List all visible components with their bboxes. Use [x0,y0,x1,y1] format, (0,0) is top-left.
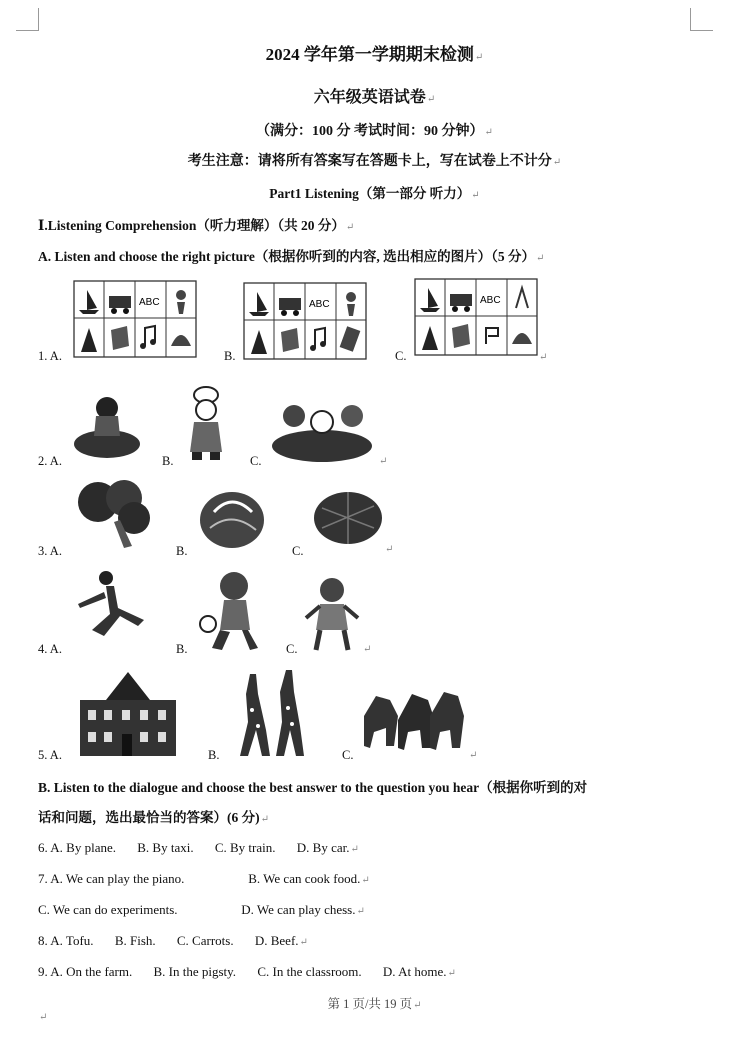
witch-icon [81,328,97,352]
q4-picture-c [304,576,360,654]
q5-label-c: C. [342,748,354,762]
q9-option-b[interactable]: B. In the pigsty. [153,964,237,979]
q1-picture-b [243,282,367,360]
section-heading: Ⅰ.Listening Comprehension（听力理解）（共 20 分）↵ [38,218,355,233]
q5-label-b: B. [208,748,220,762]
score-time-info: （满分：100 分 考试时间：90 分钟）↵ [256,124,493,139]
final-paragraph-mark: ↵ [39,1012,48,1023]
q8-option-c[interactable]: C. Carrots. [176,933,234,948]
question-8: 8. A. Tofu. B. Fish. C. Carrots. D. Beef.↵ [38,933,308,948]
q2-label-b: B. [162,454,174,468]
q1-picture-c [414,278,538,356]
q2-picture-b [186,386,226,462]
q7-option-a[interactable]: 7. A. We can play the piano. [38,871,185,886]
person-icon [176,290,186,300]
q9-option-a[interactable]: 9. A. On the farm. [38,964,133,979]
q8-option-d[interactable]: D. Beef. [254,933,299,948]
q7-option-d[interactable]: D. We can play chess. [241,902,356,917]
q4-label-b: B. [176,642,188,656]
question-7-cont: C. We can do experiments. D. We can play chess.↵ [38,902,365,917]
q5-label-a: 5. A. [38,748,62,762]
train-icon [109,296,131,308]
q6-option-a[interactable]: 6. A. By plane. [38,840,116,855]
question-6: 6. A. By plane. B. By taxi. C. By train. D. By car.↵ [38,840,359,855]
book-icon [111,326,129,350]
part-b-heading-line1: B. Listen to the dialogue and choose the best answer to the question you hear（根据你听到的对 [38,780,588,795]
abc-letters-icon: ABC [139,297,160,308]
q6-option-d[interactable]: D. By car. [296,840,350,855]
svg-text:ABC: ABC [480,295,501,306]
ship-icon [79,290,99,314]
q6-option-b[interactable]: B. By taxi. [137,840,194,855]
q4-picture-a [74,570,154,652]
q9-option-c[interactable]: C. In the classroom. [257,964,362,979]
question-9: 9. A. On the farm. B. In the pigsty. C. In the classroom. D. At home.↵ [38,964,456,979]
exam-subtitle: 六年级英语试卷↵ [313,89,436,106]
part-heading: Part1 Listening（第一部分 听力）↵ [269,186,480,201]
q6-option-c[interactable]: C. By train. [214,840,276,855]
q3-label-b: B. [176,544,188,558]
q3-label-a: 3. A. [38,544,62,558]
q1-label-a: 1. A. [38,349,62,363]
q3-picture-c [312,488,384,554]
q2-picture-a [72,392,142,462]
q5-picture-a [76,670,180,758]
part-b-heading-line2: 话和问题，选出最恰当的答案）(6 分)↵ [38,810,270,825]
q1-label-c: C. [395,349,407,363]
q7-option-c[interactable]: C. We can do experiments. [38,902,178,917]
q8-option-b[interactable]: B. Fish. [114,933,156,948]
q3-picture-a [74,478,156,554]
q8-option-a[interactable]: 8. A. Tofu. [38,933,94,948]
q4-picture-b [198,570,260,654]
q4-label-a: 4. A. [38,642,62,656]
q7-option-b[interactable]: B. We can cook food. [248,871,361,886]
crop-mark-top-left [16,8,39,31]
bird-icon [171,335,191,346]
crop-mark-top-right [690,8,713,31]
page-footer: 第 1 页/共 19 页↵ [327,997,422,1011]
q3-picture-b [196,482,268,554]
q3-label-c: C. [292,544,304,558]
q9-option-d[interactable]: D. At home. [382,964,447,979]
exam-notice: 考生注意：请将所有答案写在答题卡上，写在试卷上不计分↵ [187,154,562,169]
q2-picture-c [270,400,374,464]
svg-text:ABC: ABC [309,299,330,310]
question-7: 7. A. We can play the piano. B. We can cook food.↵ [38,871,370,886]
q5-picture-b [230,670,316,758]
part-a-heading: A. Listen and choose the right picture（根据你听到的内容, 选出相应的图片）（5 分）↵ [38,249,545,264]
q1-label-b: B. [224,349,236,363]
q4-label-c: C. [286,642,298,656]
exam-title: 2024 学年第一学期期末检测↵ [265,45,484,64]
q2-label-c: C. [250,454,262,468]
q1-picture-a [73,280,197,358]
q2-label-a: 2. A. [38,454,62,468]
q5-picture-c [360,686,466,756]
